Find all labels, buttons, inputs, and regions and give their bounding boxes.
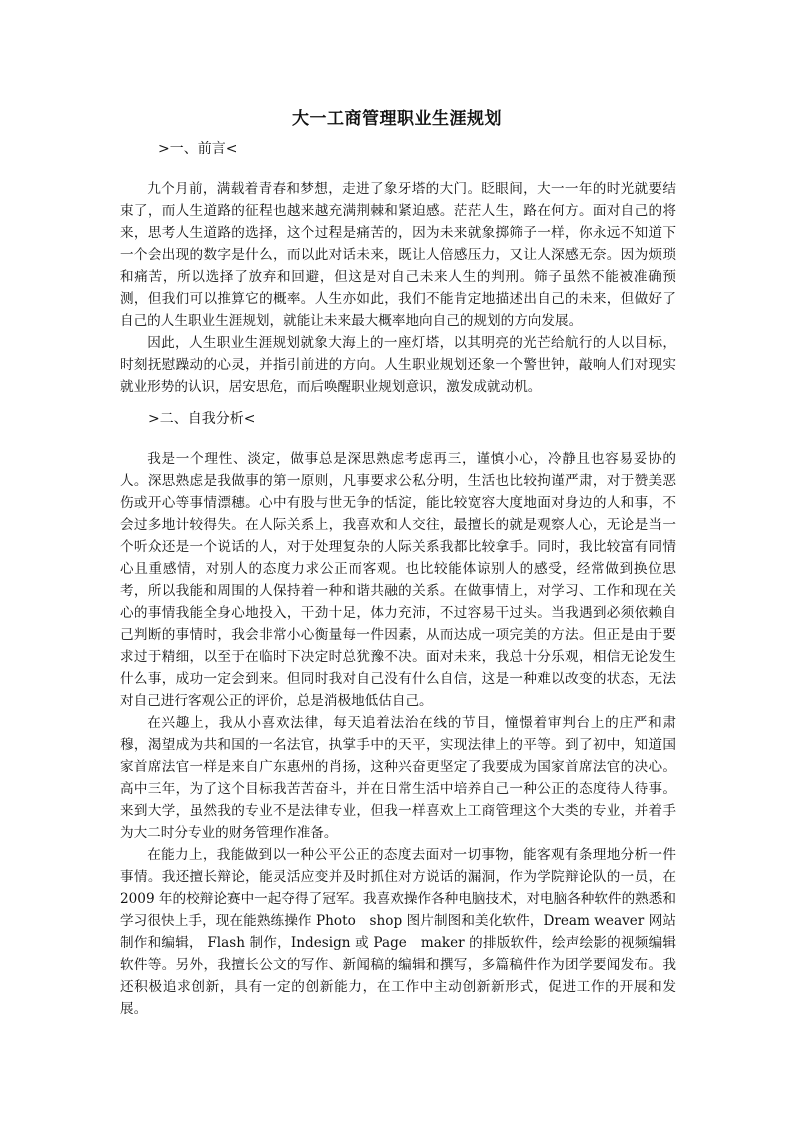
paragraph: 在兴趣上，我从小喜欢法律，每天追着法治在线的节目，憧憬着审判台上的庄严和肃穆，渴望成为共和国的一名法官，执掌手中的天平，实现法律上的平等。到了初中，知道国家首席法官一样是来自广东惠州的肖扬，这种兴奋更坚定了我要成为国家首席法官的决心。高中三年，为了这个目标我苦苦奋斗，并在日常生活中培养自己一种公正的态度待人待事。来到大学，虽然我的专业不是法律专业，但我一样喜欢上工商管理这个大类的专业，并着手为大二时分专业的财务管理作准备。 bbox=[120, 715, 676, 841]
section-body-preface bbox=[120, 178, 676, 398]
section-heading-preface: >一、前言< bbox=[158, 141, 238, 157]
document-title: 大一工商管理职业生涯规划 bbox=[292, 109, 502, 129]
paragraph: 我是一个理性、淡定，做事总是深思熟虑考虑再三，谨慎小心，冷静且也容易妥协的人。深思熟虑是我做事的第一原则，凡事要求公私分明，生活也比较拘谨严肃，对于赞美恶伤或开心等事情漂穗。心中有股与世无争的恬淀，能比较宽容大度地面对身边的人和事，不会过多地计较得失。在人际关系上，我喜欢和人交往，最擅长的就是观察人心，无论是当一个听众还是一个说话的人，对于处理复杂的人际关系我都比较拿手。同时，我比较富有同情心且重感情，对别人的态度力求公正而客观。也比较能体谅别人的感受，经常做到换位思考，所以我能和周围的人保持着一种和谐共融的关系。在做事情上，对学习、工作和现在关心的事情我能全身心地投入，干劲十足，体力充沛，不过容易干过头。当我遇到必须依赖自己判断的事情时，我会非常小心衡量每一件因素，从而达成一项完美的方法。但正是由于要求过于精细，以至于在临时下决定时总犹豫不决。面对未来，我总十分乐观，相信无论发生什么事，成功一定会到来。但同时我对自己没有什么自信，这是一种难以改变的状态，无法对自己进行客观公正的评价，总是消极地低估自己。 bbox=[120, 451, 676, 709]
paragraph: 在能力上，我能做到以一种公平公正的态度去面对一切事物，能客观有条理地分析一件事情。我还擅长辩论，能灵活应变并及时抓住对方说话的漏洞，作为学院辩论队的一员，在 2009 年的校辩论赛中一起夺得了冠军。我喜欢操作各种电脑技术，对电脑各种软件的熟悉和学习很快上手，现在能熟练操作 Photo shop 图片制图和美化软件，Dream weaver 网站制作和编辑， Flash 制作，Indesign 或 Page maker 的排版软件，绘声绘影的视频编辑软件等。另外，我擅长公文的写作、新闻稿的编辑和撰写，多篇稿件作为团学要闻发布。我还积极追求创新，具有一定的创新能力，在工作中主动创新新形式，促进工作的开展和发展。 bbox=[120, 847, 676, 1017]
section-body-self-analysis bbox=[120, 448, 676, 1020]
paragraph: 因此，人生职业生涯规划就象大海上的一座灯塔，以其明亮的光芒给航行的人以目标，时刻抚慰躁动的心灵，并指引前进的方向。人生职业规划还象一个警世钟，敲响人们对现实就业形势的认识，居安思危，而后唤醒职业规划意识，激发成就动机。 bbox=[120, 335, 676, 395]
paragraph: 九个月前，满载着青春和梦想，走进了象牙塔的大门。眨眼间，大一一年的时光就要结束了，而人生道路的征程也越来越充满荆棘和紧迫感。茫茫人生，路在何方。面对自己的将来，思考人生道路的选择，这个过程是痛苦的，因为未来就象掷筛子一样，你永远不知道下一个会出现的数字是什么，而以此对话未来，既让人倍感压力，又让人深感无奈。因为烦琐和痛苦，所以选择了放弃和回避，但这是对自己未来人生的判刑。筛子虽然不能被准确预测，但我们可以推算它的概率。人生亦如此，我们不能肯定地描述出自己的未来，但做好了自己的人生职业生涯规划，就能让未来最大概率地向自己的规划的方向发展。 bbox=[120, 181, 676, 329]
section-heading-self-analysis: >二、自我分析< bbox=[148, 411, 256, 427]
